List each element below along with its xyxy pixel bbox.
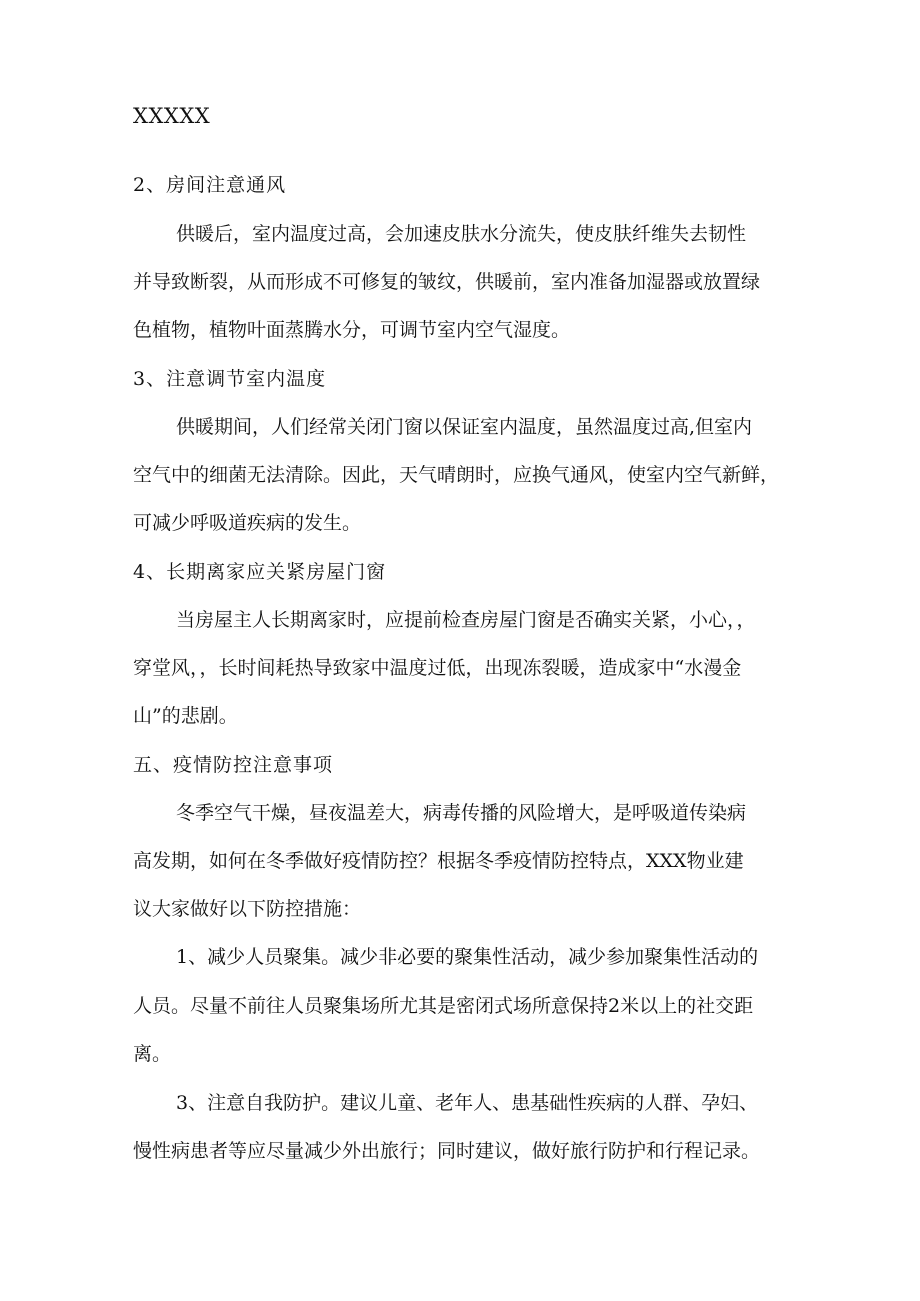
paragraph-line: 1、减少人员聚集。减少非必要的聚集性活动，减少参加聚集性活动的 bbox=[176, 946, 759, 968]
paragraph-line: 穿堂风，，长时间耗热导致家中温度过低，出现冻裂暖，造成家中“水漫金 bbox=[133, 657, 742, 679]
paragraph-line: 色植物，植物叶面蒸腾水分，可调节室内空气湿度。 bbox=[133, 319, 571, 341]
paragraph-line: 当房屋主人长期离家时，应提前检查房屋门窗是否确实关紧，小心，， bbox=[176, 609, 756, 631]
section-heading-ventilation: 2、房间注意通风 bbox=[133, 174, 287, 196]
paragraph-line: 冬季空气干燥，昼夜温差大，病毒传播的风险增大，是呼吸道传染病 bbox=[176, 802, 747, 824]
document-header: XXXXX bbox=[133, 104, 211, 128]
paragraph-line: 并导致断裂，从而形成不可修复的皱纹，供暖前，室内准备加湿器或放置绿 bbox=[133, 271, 761, 293]
paragraph-line: 议大家做好以下防控措施： bbox=[133, 898, 362, 920]
section-heading-temperature: 3、注意调节室内温度 bbox=[133, 368, 327, 390]
section-heading-doors-windows: 4、长期离家应关紧房屋门窗 bbox=[133, 561, 387, 583]
paragraph-line: 供暖后，室内温度过高，会加速皮肤水分流失，使皮肤纤维失去韧性 bbox=[176, 223, 747, 245]
paragraph-line: 人员。尽量不前往人员聚集场所尤其是密闭式场所意保持2米以上的社交距 bbox=[133, 995, 754, 1017]
paragraph-line: 空气中的细菌无法清除。因此，天气晴朗时，应换气通风，使室内空气新鲜， bbox=[133, 464, 780, 486]
paragraph-line: 3、注意自我防护。建议儿童、老年人、患基础性疾病的人群、孕妇、 bbox=[176, 1092, 759, 1114]
paragraph-line: 高发期，如何在冬季做好疫情防控？根据冬季疫情防控特点，XXX物业建 bbox=[133, 850, 744, 872]
paragraph-line: 离。 bbox=[133, 1043, 172, 1065]
paragraph-line: 可减少呼吸道疾病的发生。 bbox=[133, 512, 362, 534]
paragraph-line: 慢性病患者等应尽量减少外出旅行；同时建议，做好旅行防护和行程记录。 bbox=[133, 1140, 761, 1162]
paragraph-line: 供暖期间，人们经常关闭门窗以保证室内温度，虽然温度过高,但室内 bbox=[176, 416, 753, 438]
section-heading-epidemic: 五、疫情防控注意事项 bbox=[133, 754, 334, 776]
paragraph-line: 山”的悲剧。 bbox=[133, 705, 238, 727]
